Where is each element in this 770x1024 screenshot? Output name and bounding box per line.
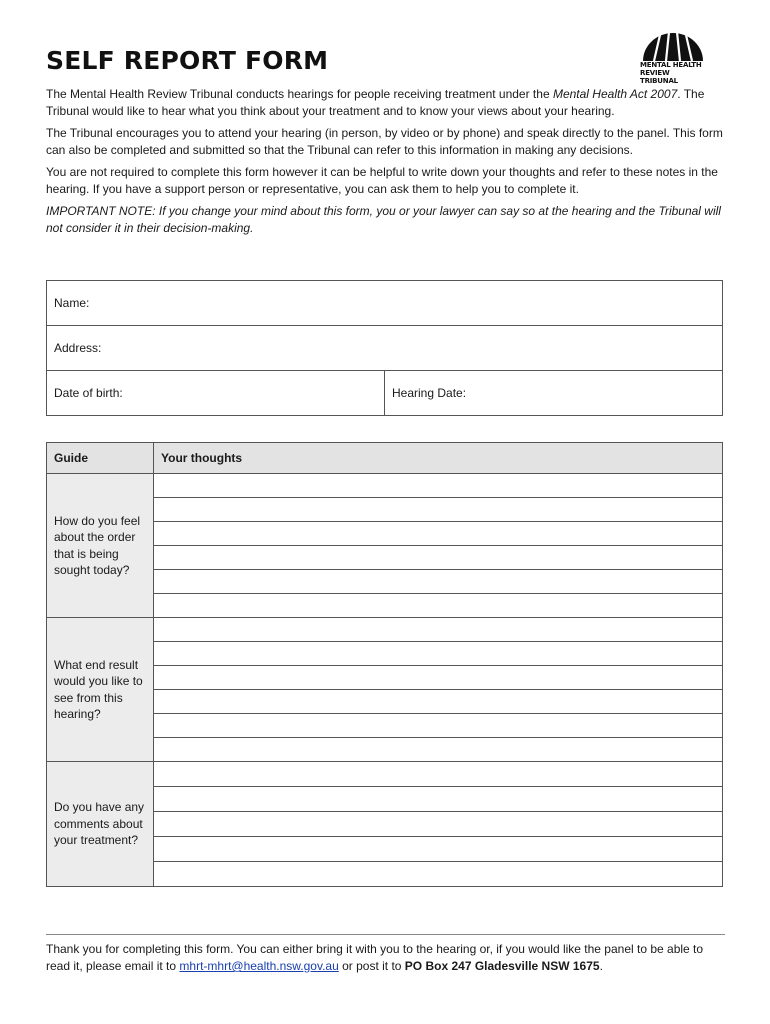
thoughts-header-row [47,443,723,474]
question-2-row [47,618,723,642]
answer-line[interactable] [154,642,723,666]
dob-label: Date of birth: [54,386,123,400]
answer-line[interactable] [154,762,723,787]
page-title: SELF REPORT FORM [46,46,329,75]
answer-line[interactable] [154,618,723,642]
thoughts-table [46,442,723,887]
address-label: Address: [54,341,102,355]
intro-p1-start: The Mental Health Review Tribunal conducts hearings for people receiving treatment under the [46,87,553,101]
footer-text-middle: or post it to [338,959,405,973]
act-name: Mental Health Act 2007 [552,87,678,101]
hearing-date-field[interactable] [385,371,723,416]
logo-text-line1: MENTAL HEALTH [640,61,702,69]
name-label: Name: [54,296,90,310]
footer-text-end: . [599,959,603,973]
hearing-date-label: Hearing Date: [392,386,467,400]
question-1: How do you feel about the order that is being sought today? [47,474,154,618]
answer-line[interactable] [154,787,723,812]
question-3-row [47,762,723,787]
answer-line[interactable] [154,594,723,618]
question-3: Do you have any comments about your treatment? [47,762,154,887]
answer-line[interactable] [154,812,723,837]
intro-paragraph-1 [46,86,726,119]
logo-text [640,61,706,85]
tribunal-logo [640,31,706,85]
answer-line[interactable] [154,738,723,762]
address-field[interactable] [47,326,723,371]
your-thoughts-header: Your thoughts [154,443,723,474]
answer-line[interactable] [154,837,723,862]
dob-field[interactable] [47,371,385,416]
name-field[interactable] [47,281,723,326]
intro-text [46,86,726,242]
answer-line[interactable] [154,690,723,714]
answer-line[interactable] [154,570,723,594]
answer-line[interactable] [154,546,723,570]
answer-line[interactable] [154,862,723,887]
email-link[interactable]: mhrt-mhrt@health.nsw.gov.au [179,959,339,973]
answer-line[interactable] [154,714,723,738]
intro-p1-end: . The Tribunal would like to hear what you think about your treatment and to know your views about your hearing. [46,87,705,118]
guide-header: Guide [47,443,154,474]
important-note: IMPORTANT NOTE: If you change your mind about this form, you or your lawyer can say so at the hearing and the Tribunal will not consider it in their decision-making. [46,204,721,235]
logo-text-line2: REVIEW TRIBUNAL [640,69,678,85]
question-1-row [47,474,723,498]
answer-line[interactable] [154,474,723,498]
intro-paragraph-2: The Tribunal encourages you to attend your hearing (in person, by video or by phone) and speak directly to the panel. This form can also be completed and submitted so that the Tribunal can refer to this information in making any decisions. [46,126,723,157]
answer-line[interactable] [154,522,723,546]
answer-line[interactable] [154,666,723,690]
tribunal-logo-icon [640,31,706,61]
answer-line[interactable] [154,498,723,522]
footer-text-start: Thank you for completing this form. You can either bring it with you to the hearing or, if you would like the panel to be able to read it, please email it to [46,942,704,973]
intro-paragraph-3: You are not required to complete this form however it can be helpful to write down your thoughts and refer to these notes in the hearing. If you have a support person or representative, you can ask them to help you to complete it. [46,165,718,196]
footer-divider [46,934,725,935]
footer-text [46,941,726,975]
postal-address: PO Box 247 Gladesville NSW 1675 [404,959,600,973]
question-2: What end result would you like to see from this hearing? [47,618,154,762]
details-table [46,280,723,416]
